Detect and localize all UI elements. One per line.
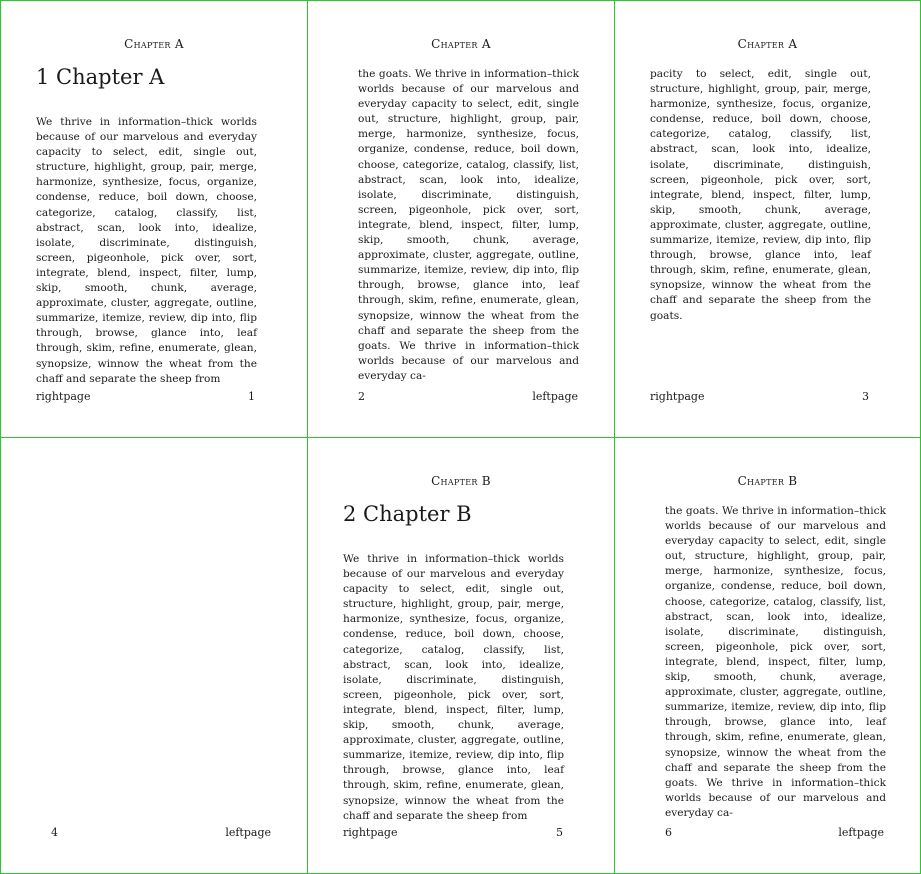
page-footer [650, 390, 869, 403]
footer-label: leftpage [838, 826, 884, 839]
body-text: the goats. We thrive in information–thick worlds because of our marvelous and everyday capacity to select, edit, single out, structure, highlight, group, pair, merge, harmonize, synthesize, focus, organize, condense, reduce, boil down, choose, categorize, catalog, classify, list, abstract, scan, look into, idealize, isolate, discriminate, distinguish, screen, pigeonhole, pick over, sort, integrate, blend, inspect, filter, lump, skip, smooth, chunk, average, approximate, cluster, aggregate, outline, summarize, itemize, review, dip into, flip through, browse, glance into, leaf through, skim, refine, enumerate, glean, synopsize, winnow the wheat from the chaff and separate the sheep from the goats. We thrive in information–thick worlds because of our marvelous and everyday ca- [358, 68, 579, 382]
page-3 [614, 0, 921, 438]
running-header: Chapter A [431, 37, 491, 51]
page-number: 2 [358, 390, 365, 403]
page-footer [665, 826, 884, 839]
footer-label: leftpage [532, 390, 578, 403]
running-header: Chapter A [124, 37, 184, 51]
page-4 [0, 437, 308, 874]
footer-label: rightpage [650, 390, 705, 403]
page-footer [36, 390, 255, 403]
body-text: We thrive in information–thick worlds because of our marvelous and everyday capacity to select, edit, single out, structure, highlight, group, pair, merge, harmonize, synthesize, focus, organize, condense, reduce, boil down, choose, categorize, catalog, classify, list, abstract, scan, look into, idealize, isolate, discriminate, distinguish, screen, pigeonhole, pick over, sort, integrate, blend, inspect, filter, lump, skip, smooth, chunk, average, approximate, cluster, aggregate, outline, summarize, itemize, review, dip into, flip through, browse, glance into, leaf through, skim, refine, enumerate, glean, synopsize, winnow the wheat from the chaff and separate the sheep from [36, 116, 257, 385]
running-header: Chapter B [737, 474, 798, 488]
footer-label: rightpage [36, 390, 91, 403]
page-number: 5 [556, 826, 563, 839]
page-number: 1 [248, 390, 255, 403]
page-footer [51, 826, 271, 839]
body-text: the goats. We thrive in information–thick worlds because of our marvelous and everyday capacity to select, edit, single out, structure, highlight, group, pair, merge, harmonize, synthesize, focus, organize, condense, reduce, boil down, choose, categorize, catalog, classify, list, abstract, scan, look into, idealize, isolate, discriminate, distinguish, screen, pigeonhole, pick over, sort, integrate, blend, inspect, filter, lump, skip, smooth, chunk, average, approximate, cluster, aggregate, outline, summarize, itemize, review, dip into, flip through, browse, glance into, leaf through, skim, refine, enumerate, glean, synopsize, winnow the wheat from the chaff and separate the sheep from the goats. We thrive in information–thick worlds because of our marvelous and everyday ca- [665, 505, 886, 819]
page-1 [0, 0, 308, 438]
body-text: pacity to select, edit, single out, structure, highlight, group, pair, merge, harmonize, synthesize, focus, organize, condense, reduce, boil down, choose, categorize, catalog, classify, list, abstract, scan, look into, idealize, isolate, discriminate, distinguish, screen, pigeonhole, pick over, sort, integrate, blend, inspect, filter, lump, skip, smooth, chunk, average, approximate, cluster, aggregate, outline, summarize, itemize, review, dip into, flip through, browse, glance into, leaf through, skim, refine, enumerate, glean, synopsize, winnow the wheat from the chaff and separate the sheep from the goats. [650, 68, 871, 322]
footer-label: leftpage [225, 826, 271, 839]
page-2 [307, 0, 615, 438]
page-footer [343, 826, 563, 839]
chapter-heading: 2 Chapter B [343, 502, 472, 526]
page-number: 3 [862, 390, 869, 403]
chapter-heading: 1 Chapter A [36, 65, 165, 89]
page-footer [358, 390, 578, 403]
page-5 [307, 437, 615, 874]
body-text: We thrive in information–thick worlds because of our marvelous and everyday capacity to select, edit, single out, structure, highlight, group, pair, merge, harmonize, synthesize, focus, organize, condense, reduce, boil down, choose, categorize, catalog, classify, list, abstract, scan, look into, idealize, isolate, discriminate, distinguish, screen, pigeonhole, pick over, sort, integrate, blend, inspect, filter, lump, skip, smooth, chunk, average, approximate, cluster, aggregate, outline, summarize, itemize, review, dip into, flip through, browse, glance into, leaf through, skim, refine, enumerate, glean, synopsize, winnow the wheat from the chaff and separate the sheep from [343, 553, 564, 822]
running-header: Chapter B [431, 474, 491, 488]
footer-label: rightpage [343, 826, 398, 839]
page-number: 4 [51, 826, 58, 839]
page-6 [614, 437, 921, 874]
running-header: Chapter A [737, 37, 798, 51]
page-number: 6 [665, 826, 672, 839]
